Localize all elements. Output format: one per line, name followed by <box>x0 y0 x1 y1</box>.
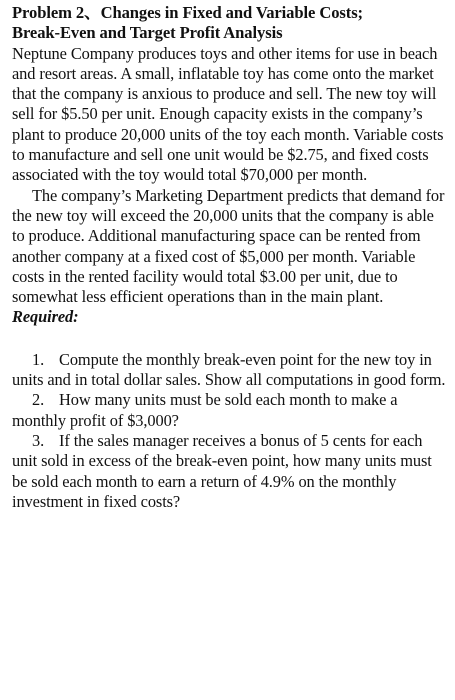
question-list <box>12 350 447 512</box>
problem-paragraph-1: Neptune Company produces toys and other items for use in beach and resort areas. A small, inflatable toy has come onto the market that the company is anxious to produce and sell. The new toy will sell for $5.50 per unit. Enough capacity exists in the company’s plant to produce 20,000 units of the toy each month. Variable costs to manufacture and sell one unit would be $2.75, and fixed costs associated with the toy would total $70,000 per month. <box>12 43 444 185</box>
problem-paragraph-2: The company’s Marketing Department predicts that demand for the new toy will exceed the 20,000 units that the company is able to produce. Additional manufacturing space can be rented from another company at a fixed cost of $5,000 per month. Variable costs in the rented facility would total $3.00 per unit, due to somewhat less efficient operations than in the main plant. <box>12 185 445 307</box>
question-text: If the sales manager receives a bonus of 5 cents for each unit sold in excess of the break-even point, how many units must be sold each month to earn a return of 4.9% on the monthly investment in fixed costs? <box>12 430 432 511</box>
question-number: 2. <box>32 390 45 410</box>
problem-title-line-1: Problem 2、Changes in Fixed and Variable Costs; <box>12 3 363 22</box>
question-item-3 <box>12 431 447 512</box>
question-text: How many units must be sold each month to make a monthly profit of $3,000? <box>12 390 398 430</box>
problem-title-line-2: Break-Even and Target Profit Analysis <box>12 23 283 43</box>
question-item-1 <box>12 350 447 391</box>
question-number: 1. <box>32 349 45 369</box>
question-item-2 <box>12 390 447 431</box>
question-text: Compute the monthly break-even point for the new toy in units and in total dollar sales. Show all computations in good form. <box>12 349 446 390</box>
question-number: 3. <box>32 430 45 450</box>
required-label: Required: <box>12 307 79 327</box>
